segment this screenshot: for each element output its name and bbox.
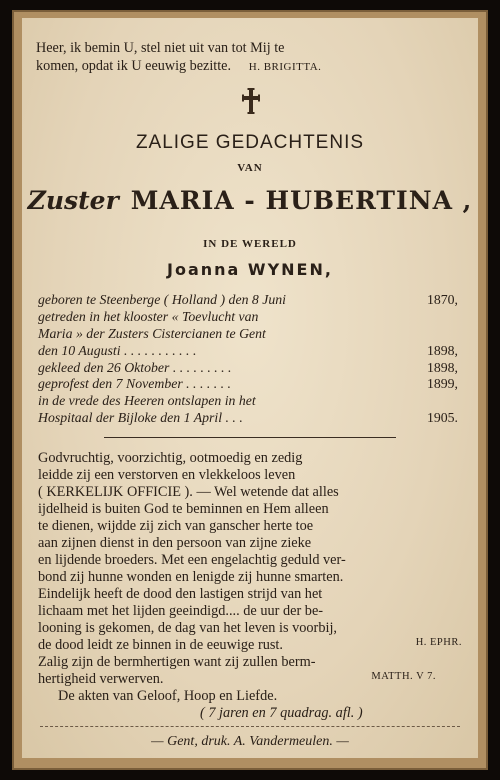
- religious-name: MARIA - HUBERTINA ,: [130, 186, 473, 215]
- name-prefix: Zuster: [27, 186, 119, 215]
- quote-line-2: [36, 58, 321, 75]
- quote-line-1: Heer, ik bemin U, stel niet uit van tot Mij te: [36, 40, 285, 56]
- sister-name: [0, 186, 500, 215]
- body-line: de dood leidt ze binnen in de eeuwige rust. H. EPHR.: [38, 637, 462, 653]
- bio-line: geboren te Steenberge ( Holland ) den 8 Juni 1870,: [38, 292, 458, 307]
- van-label: VAN: [237, 162, 263, 174]
- body-line: ijdelheid is buiten God te beminnen en Hem alleen: [38, 501, 329, 517]
- quote-text: komen, opdat ik U eeuwig bezitte.: [36, 58, 232, 74]
- printer-credit: — Gent, druk. A. Vandermeulen. —: [151, 734, 349, 749]
- quote-author: H. BRIGITTA.: [248, 61, 322, 73]
- body-line: bond zij hunne wonden en lenigde zij hunne smarten.: [38, 569, 344, 585]
- bio-line: gekleed den 26 Oktober . . . . . . . . . 1898,: [38, 360, 458, 375]
- bio-line: den 10 Augusti . . . . . . . . . . . 1898,: [38, 343, 458, 358]
- body-line: ( KERKELIJK OFFICIE ). — Wel wetende dat alles: [38, 484, 339, 500]
- bio-line: Maria » der Zusters Cistercianen te Gent: [38, 326, 266, 341]
- body-line: De akten van Geloof, Hoop en Liefde.: [58, 688, 278, 704]
- cross-icon: [241, 88, 261, 114]
- body-line: hertigheid verwerven. MATTH. V 7.: [38, 671, 436, 687]
- body-line: aan zijnen dienst in den persoon van zijne zieke: [38, 535, 312, 551]
- footer-divider: [40, 726, 460, 727]
- indulgence-line: ( 7 jaren en 7 quadrag. afl. ): [200, 705, 363, 721]
- divider: [104, 437, 396, 438]
- body-line: looning is gekomen, de dag van het leven is voorbij,: [38, 620, 337, 636]
- in-de-wereld-label: IN DE WERELD: [203, 238, 297, 250]
- body-line: te dienen, wijdde zij zich van ganscher herte toe: [38, 518, 314, 534]
- body-line: en lijdende broeders. Met een engelachtig geduld ver-: [38, 552, 346, 568]
- body-line: lichaam met het lijden geeindigd.... de uur der be-: [38, 603, 324, 619]
- bio-line: Hospitaal der Bijloke den 1 April . . . 1905.: [38, 410, 458, 425]
- bio-line: geprofest den 7 November . . . . . . . 1899,: [38, 376, 458, 391]
- body-line: Zalig zijn de bermhertigen want zij zullen berm-: [38, 654, 316, 670]
- body-line: Eindelijk heeft de dood den lastigen strijd van het: [38, 586, 323, 602]
- bio-line: getreden in het klooster « Toevlucht van: [38, 309, 259, 324]
- memorial-title: ZALIGE GEDACHTENIS: [135, 132, 365, 153]
- body-line: leidde zij een verstorven en vlekkeloos leven: [38, 467, 296, 483]
- body-line: Godvruchtig, voorzichtig, ootmoedig en zedig: [38, 450, 303, 466]
- worldly-name: Joanna WYNEN,: [167, 260, 333, 279]
- bio-line: in de vrede des Heeren ontslapen in het: [38, 393, 256, 408]
